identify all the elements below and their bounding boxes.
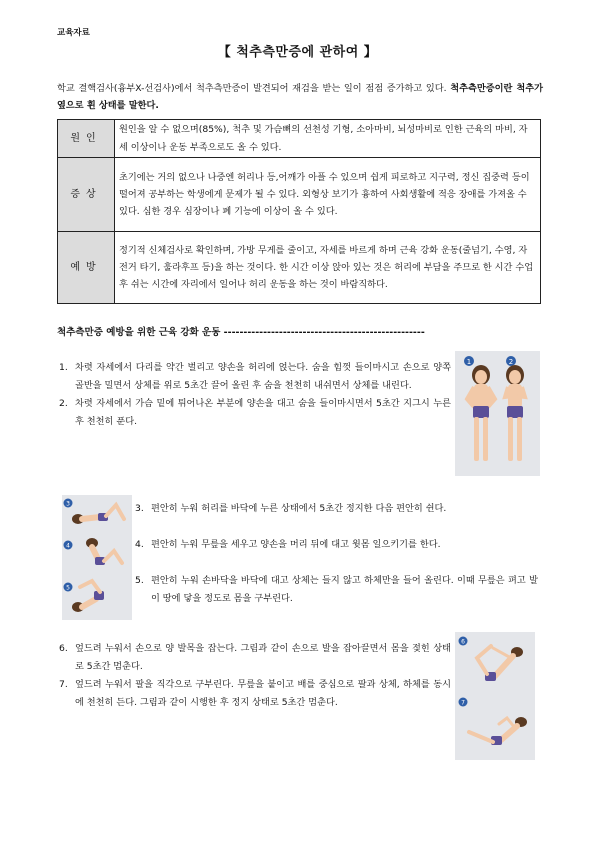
exercise-item-3	[135, 500, 538, 518]
table-header-prevention: 예방	[58, 232, 115, 304]
exercise-list-2	[135, 500, 538, 626]
exercise-list-3	[59, 640, 451, 712]
shorts	[473, 406, 489, 418]
exercise-item-5	[135, 572, 538, 608]
intro-paragraph	[57, 80, 543, 114]
limb	[82, 599, 96, 607]
table-cell-cause: 원인을 알 수 없으며(85%), 척추 및 가슴뼈의 선천성 기형, 소아마비, 뇌성마비로 인한 근육의 마비, 자세 이상이나 운동 부족으로도 올 수 있다.	[115, 120, 541, 158]
standing-exercise-illustration	[455, 351, 540, 476]
figure-badge-label: 2	[508, 358, 514, 366]
limb	[469, 732, 493, 742]
intro-definition: 척추측만증이란 척추가 옆으로 휜 상태를 말한다.	[57, 83, 544, 111]
table-row-prevention	[58, 232, 541, 304]
table-row-cause	[58, 120, 541, 158]
intro-text: 학교 결핵검사(흉부X-선검사)에서 척추측만증이 발견되어 재검을 받는 일이 점점 증가하고 있다.	[57, 83, 451, 94]
prone-figures-svg	[455, 632, 535, 760]
exercise-number: 2.	[59, 398, 68, 409]
figure-badge-label: 1	[466, 358, 472, 366]
figure-badge-label: 6	[461, 638, 465, 646]
exercise-item-1	[59, 359, 451, 395]
limb	[104, 551, 122, 563]
figure-badge-label: 3	[66, 500, 70, 508]
exercise-item-7	[59, 676, 451, 712]
limb	[493, 648, 511, 658]
body-part	[474, 384, 488, 408]
exercise-number: 7.	[59, 679, 68, 690]
body-part	[517, 417, 522, 461]
exercise-list-1	[59, 359, 451, 431]
table-header-symptom: 증상	[58, 158, 115, 232]
exercise-number: 6.	[59, 643, 68, 654]
limb	[80, 581, 100, 592]
lying-figures-svg	[62, 495, 132, 620]
exercise-text: 차렷 자세에서 가슴 밑에 튀어나온 부분에 양손을 대고 숨을 들이마시면서 5초간 지그시 누른 후 천천히 푼다.	[75, 398, 451, 427]
exercise-text: 차렷 자세에서 다리를 약간 벌리고 양손을 허리에 얹는다. 숨을 힘껏 들이마시고 손으로 양쪽 골반을 밀면서 상체를 위로 5초간 끌어 올린 후 숨을 천천히 내쉬면서 상체를 내린다.	[75, 362, 451, 391]
exercise-number: 1.	[59, 362, 68, 373]
body-part	[483, 417, 488, 461]
body-part	[467, 387, 474, 407]
table-cell-prevention: 정기적 신체검사로 확인하며, 가방 무게를 줄이고, 자세를 바르게 하며 근육 강화 운동(줄넘기, 수영, 자전거 타기, 훌라후프 등)을 하는 것이다. 한 시간 이상 앉아 있는 것은 허리에 부담을 주므로 한 시간 수업 후 쉬는 시간에 자리에서 일어나 허리 운동을 하는 것이 바람직하다.	[115, 232, 541, 304]
limb	[82, 517, 100, 519]
exercise-text: 엎드려 누워서 손으로 양 발목을 잡는다. 그림과 같이 손으로 발을 잡아끌면서 몸을 젖힌 상태로 5초간 멈춘다.	[75, 643, 451, 672]
exercise-text: 편안히 누워 허리를 바닥에 누른 상태에서 5초간 정지한 다음 편안히 쉰다.	[151, 503, 447, 514]
prone-exercise-illustration	[455, 632, 535, 760]
shorts	[507, 406, 523, 418]
standing-figures-svg	[455, 351, 540, 476]
figure-badge-label: 7	[461, 699, 465, 707]
info-table	[57, 119, 541, 304]
body-part	[508, 417, 513, 461]
exercise-text: 편안히 누워 손바닥을 바닥에 대고 상체는 들지 않고 하체만을 들어 올린다. 이때 무릎은 펴고 발이 땅에 닿을 정도로 몸을 구부린다.	[151, 575, 538, 604]
limb	[477, 646, 491, 674]
exercise-number: 3.	[135, 503, 144, 514]
figure-badge-label: 4	[66, 542, 70, 550]
exercise-item-6	[59, 640, 451, 676]
exercise-text: 편안히 누워 무릎을 세우고 양손을 머리 뒤에 대고 윗몸 일으키기를 한다.	[151, 539, 441, 550]
body-part	[488, 387, 495, 407]
body-part	[474, 417, 479, 461]
exercise-item-4	[135, 536, 538, 554]
exercise-number: 5.	[135, 575, 144, 586]
body-part	[509, 370, 521, 384]
table-row-symptom	[58, 158, 541, 232]
document-category: 교육자료	[57, 28, 90, 38]
body-part	[475, 370, 487, 384]
page-title: 【 척추측만증에 관하여 】	[217, 45, 378, 60]
limb	[499, 718, 515, 728]
figure-badge-label: 5	[66, 584, 70, 592]
exercise-text: 엎드려 누워서 팔을 직각으로 구부린다. 무릎을 붙이고 배를 중심으로 팔과 상체, 하체를 동시에 천천히 든다. 그림과 같이 시행한 후 정지 상태로 5초간 멈춘다.	[75, 679, 451, 708]
lying-exercise-illustration	[62, 495, 132, 620]
limb	[106, 505, 124, 519]
exercise-number: 4.	[135, 539, 144, 550]
table-header-cause: 원인	[58, 120, 115, 158]
table-cell-symptom: 초기에는 거의 없으나 나중엔 허리나 등,어깨가 아플 수 있으며 쉽게 피로하고 지구력, 정신 집중력 등이 떨어져 공부하는 학생에게 문제가 될 수 있다. 외형상 보기가 흉하여 사회생활에 적응 장애를 가져올 수 있다. 심한 경우 심장이나 폐 기능에 이상이 올 수 있다.	[115, 158, 541, 232]
section-heading: 척추측만증 예방을 위한 근육 강화 운동 ---------------------------------------------------	[57, 327, 425, 338]
exercise-item-2	[59, 395, 451, 431]
